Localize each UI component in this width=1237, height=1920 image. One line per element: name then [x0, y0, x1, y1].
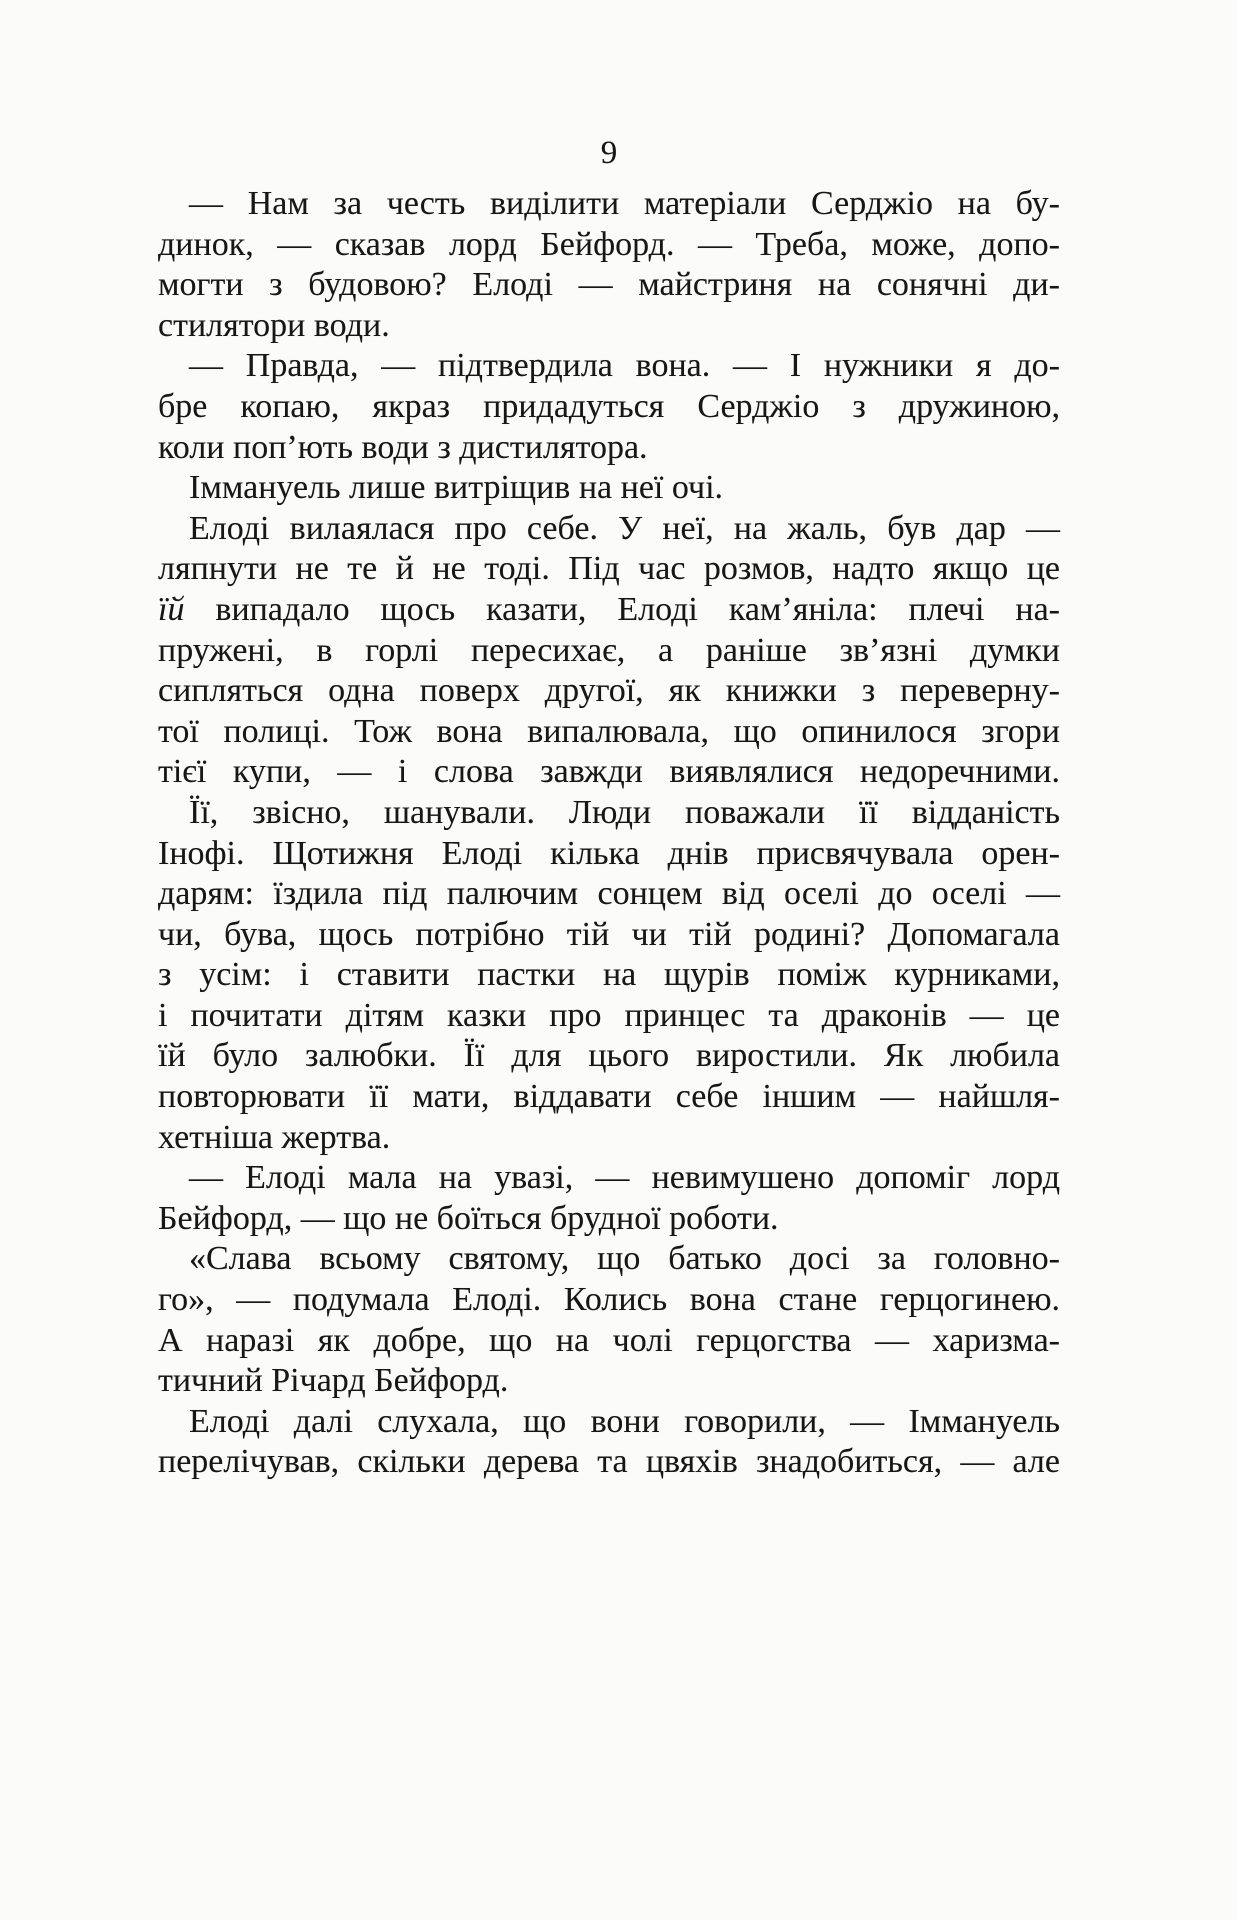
- text-line: [158, 346, 1060, 387]
- text-segment: тієї купи, — і слова завжди виявлялися недоречними.: [158, 753, 1060, 791]
- italic-word: їй: [158, 590, 185, 628]
- text-line: [158, 1361, 1060, 1402]
- text-segment: повторювати її мати, віддавати себе іншим — найшля-: [158, 1078, 1060, 1116]
- text-line: [158, 1442, 1060, 1483]
- text-segment: динок, — сказав лорд Бейфорд. — Треба, може, допо-: [158, 225, 1060, 263]
- text-line: [158, 428, 1060, 469]
- page-text: [158, 184, 1060, 1483]
- text-segment: бре копаю, якраз придадуться Серджіо з дружиною,: [158, 387, 1060, 425]
- text-line: [158, 1280, 1060, 1321]
- text-line: [158, 996, 1060, 1037]
- text-segment: Інофі. Щотижня Елоді кілька днів присвячувала орен-: [158, 834, 1060, 872]
- text-line: [158, 1158, 1060, 1199]
- text-segment: сипляться одна поверх другої, як книжки з переверну-: [158, 672, 1060, 710]
- text-line: [158, 793, 1060, 834]
- text-line: [158, 509, 1060, 550]
- text-line: [158, 1239, 1060, 1280]
- text-segment: стилятори води.: [158, 306, 390, 344]
- text-line: [158, 915, 1060, 956]
- text-segment: Її, звісно, шанували. Люди поважали її відданість: [189, 793, 1060, 831]
- text-line: [158, 1077, 1060, 1118]
- text-line: [158, 712, 1060, 753]
- text-line: [158, 752, 1060, 793]
- text-line: [158, 306, 1060, 347]
- text-segment: їй було залюбки. Її для цього виростили. Як любила: [158, 1037, 1060, 1075]
- text-segment: — Нам за честь виділити матеріали Серджіо на бу-: [189, 185, 1060, 222]
- text-line: [158, 468, 1060, 509]
- text-line: [158, 387, 1060, 428]
- text-segment: тої полиці. Тож вона випалювала, що опинилося згори: [158, 712, 1060, 750]
- text-line: [158, 590, 1060, 631]
- text-line: [158, 265, 1060, 306]
- text-line: [158, 1118, 1060, 1159]
- text-line: [158, 631, 1060, 672]
- text-segment: — Правда, — підтвердила вона. — І нужники я до-: [189, 347, 1060, 385]
- text-segment: випадало щось казати, Елоді кам’яніла: плечі на-: [184, 590, 1060, 628]
- text-line: [158, 549, 1060, 590]
- text-segment: з усім: і ставити пастки на щурів поміж курниками,: [158, 956, 1060, 994]
- text-segment: Елоді далі слухала, що вони говорили, — Іммануель: [189, 1402, 1060, 1440]
- text-segment: коли поп’ють води з дистилятора.: [158, 428, 648, 466]
- text-segment: чи, бува, щось потрібно тій чи тій родині? Допомагала: [158, 915, 1060, 953]
- text-segment: перелічував, скільки дерева та цвяхів знадобиться, — але: [158, 1443, 1060, 1481]
- text-segment: А наразі як добре, що на чолі герцогства — харизма-: [158, 1321, 1060, 1359]
- text-line: [158, 184, 1060, 225]
- text-segment: го», — подумала Елоді. Колись вона стане герцогинею.: [158, 1281, 1060, 1319]
- text-segment: Бейфорд, — що не боїться брудної роботи.: [158, 1199, 779, 1237]
- text-segment: ляпнути не те й не тоді. Під час розмов, надто якщо це: [158, 550, 1060, 588]
- text-segment: і почитати дітям казки про принцес та драконів — це: [158, 996, 1060, 1034]
- text-segment: хетніша жертва.: [158, 1118, 391, 1156]
- text-line: [158, 834, 1060, 875]
- text-line: [158, 671, 1060, 712]
- text-segment: пружені, в горлі пересихає, а раніше зв’язні думки: [158, 631, 1060, 669]
- text-segment: могти з будовою? Елоді — майстриня на сонячні ди-: [158, 266, 1060, 304]
- text-line: [158, 1402, 1060, 1443]
- text-line: [158, 225, 1060, 266]
- text-line: [158, 1036, 1060, 1077]
- text-segment: «Слава всьому святому, що батько досі за головно-: [189, 1240, 1060, 1278]
- text-segment: тичний Річард Бейфорд.: [158, 1362, 509, 1400]
- text-segment: Іммануель лише витріщив на неї очі.: [189, 469, 724, 507]
- text-segment: — Елоді мала на увазі, — невимушено допоміг лорд: [189, 1159, 1060, 1197]
- text-line: [158, 1199, 1060, 1240]
- page-number: 9: [600, 135, 618, 171]
- text-line: [158, 955, 1060, 996]
- text-line: [158, 1321, 1060, 1362]
- text-line: [158, 874, 1060, 915]
- text-segment: Елоді вилаялася про себе. У неї, на жаль, був дар —: [189, 509, 1060, 547]
- text-segment: дарям: їздила під палючим сонцем від оселі до оселі —: [158, 875, 1060, 913]
